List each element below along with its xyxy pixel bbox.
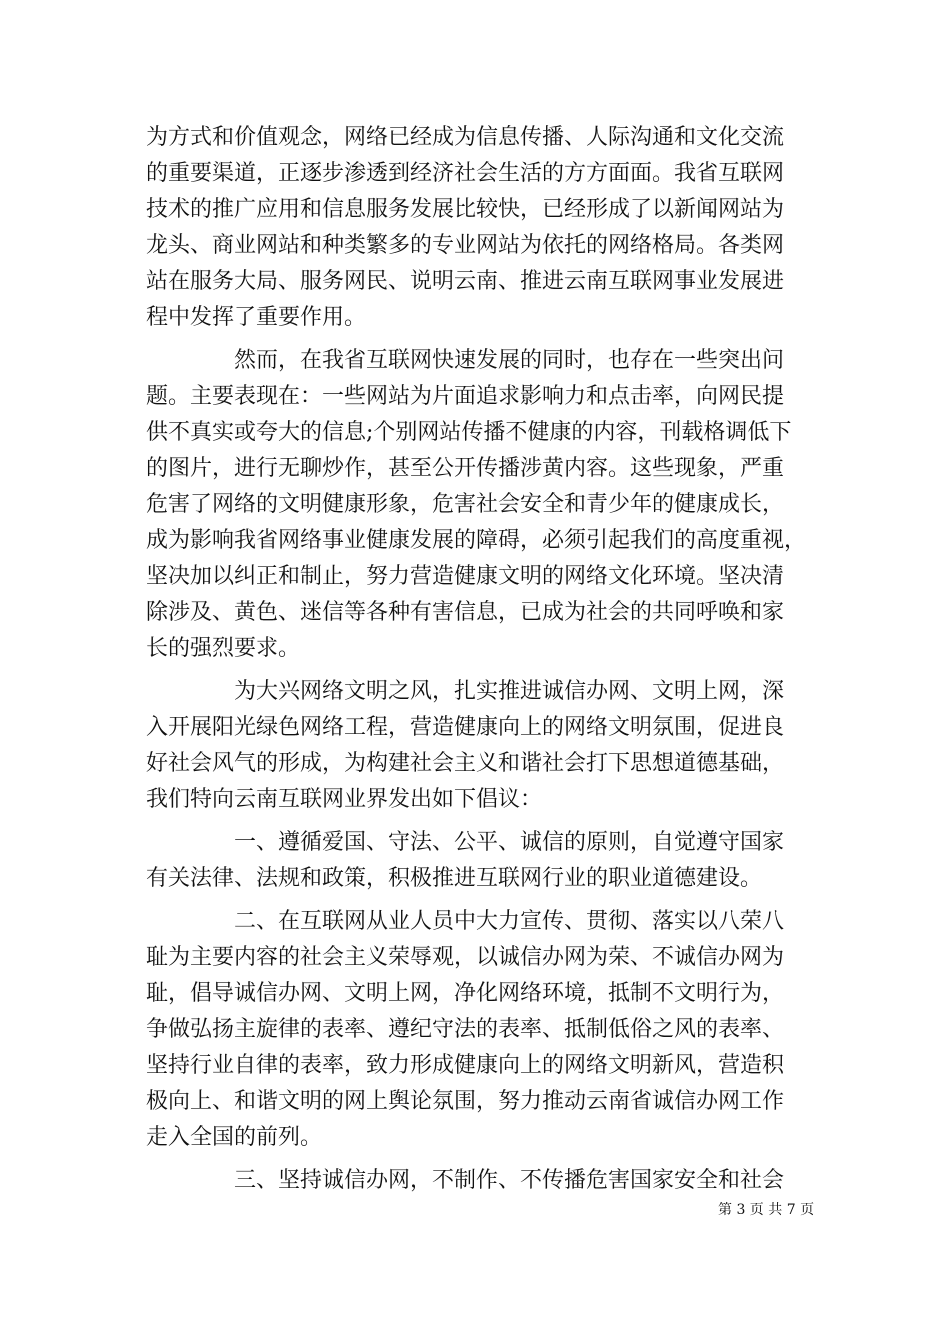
text-line: 长的强烈要求。 bbox=[146, 636, 301, 661]
text-line: 除涉及、黄色、迷信等各种有害信息，已成为社会的共同呼唤和家 bbox=[146, 600, 785, 625]
text-line: 走入全国的前列。 bbox=[146, 1125, 323, 1150]
text-line: 一、遵循爱国、守法、公平、诚信的原则，自觉遵守国家 bbox=[234, 830, 785, 855]
text-line: 有关法律、法规和政策，积极推进互联网行业的职业道德建设。 bbox=[146, 866, 763, 891]
document-body bbox=[146, 120, 811, 1199]
text-line: 二、在互联网从业人员中大力宣传、贯彻、落实以八荣八 bbox=[234, 909, 785, 934]
text-line: 站在服务大局、服务网民、说明云南、推进云南互联网事业发展进 bbox=[146, 269, 785, 294]
text-line: 坚决加以纠正和制止，努力营造健康文明的网络文化环境。坚决清 bbox=[146, 564, 785, 589]
text-line: 的图片，进行无聊炒作，甚至公开传播涉黄内容。这些现象，严重 bbox=[146, 456, 785, 481]
page-number: 第 3 页 共 7 页 bbox=[718, 1202, 815, 1218]
text-line: 好社会风气的形成，为构建社会主义和谐社会打下思想道德基础， bbox=[146, 751, 785, 776]
text-line: 三、坚持诚信办网，不制作、不传播危害国家安全和社会 bbox=[234, 1168, 785, 1193]
text-line: 耻，倡导诚信办网、文明上网，净化网络环境，抵制不文明行为， bbox=[146, 981, 785, 1006]
text-line: 技术的推广应用和信息服务发展比较快，已经形成了以新闻网站为 bbox=[146, 197, 785, 222]
text-line: 入开展阳光绿色网络工程，营造健康向上的网络文明氛围，促进良 bbox=[146, 715, 785, 740]
text-line: 坚持行业自律的表率，致力形成健康向上的网络文明新风，营造积 bbox=[146, 1053, 785, 1078]
text-line: 程中发挥了重要作用。 bbox=[146, 305, 367, 330]
text-line: 为大兴网络文明之风，扎实推进诚信办网、文明上网，深 bbox=[234, 679, 785, 704]
text-line: 争做弘扬主旋律的表率、遵纪守法的表率、抵制低俗之风的表率、 bbox=[146, 1017, 785, 1042]
text-line: 为方式和价值观念，网络已经成为信息传播、人际沟通和文化交流 bbox=[146, 125, 785, 150]
text-line: 危害了网络的文明健康形象，危害社会安全和青少年的健康成长， bbox=[146, 492, 785, 517]
text-line: 题。主要表现在：一些网站为片面追求影响力和点击率，向网民提 bbox=[146, 384, 785, 409]
text-line: 龙头、商业网站和种类繁多的专业网站为依托的网络格局。各类网 bbox=[146, 233, 785, 258]
text-line: 然而，在我省互联网快速发展的同时，也存在一些突出问 bbox=[234, 348, 785, 373]
paragraph bbox=[146, 120, 811, 336]
paragraph bbox=[146, 1163, 811, 1199]
text-line: 供不真实或夸大的信息;个别网站传播不健康的内容，刊载格调低下 bbox=[146, 420, 792, 445]
text-line: 耻为主要内容的社会主义荣辱观，以诚信办网为荣、不诚信办网为 bbox=[146, 945, 785, 970]
paragraph bbox=[146, 825, 811, 897]
text-line: 成为影响我省网络事业健康发展的障碍，必须引起我们的高度重视， bbox=[146, 528, 807, 553]
paragraph bbox=[146, 904, 811, 1156]
text-line: 的重要渠道，正逐步渗透到经济社会生活的方方面面。我省互联网 bbox=[146, 161, 785, 186]
text-line: 我们特向云南互联网业界发出如下倡议： bbox=[146, 787, 543, 812]
paragraph bbox=[146, 674, 811, 818]
text-line: 极向上、和谐文明的网上舆论氛围，努力推动云南省诚信办网工作 bbox=[146, 1089, 785, 1114]
paragraph bbox=[146, 343, 811, 667]
